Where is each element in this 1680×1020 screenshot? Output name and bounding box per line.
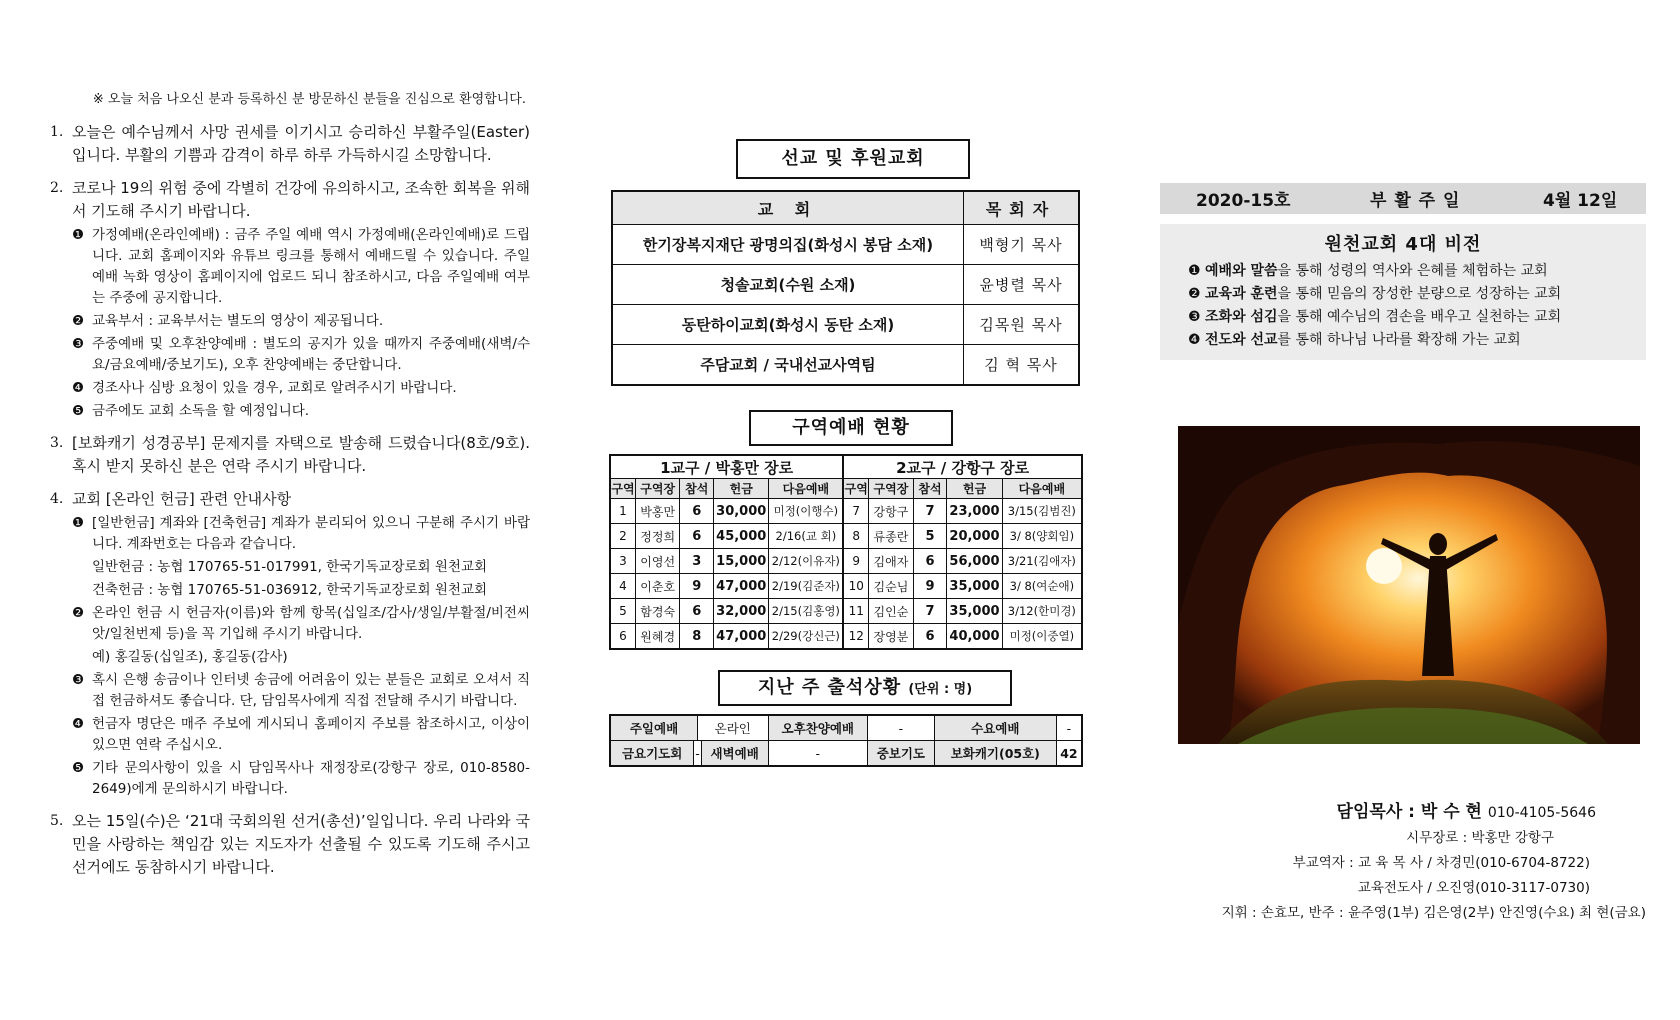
district-row: [610, 624, 1082, 650]
vision-box: [1160, 224, 1646, 360]
district-cell: 7: [913, 599, 947, 624]
district-cell: 김인순: [869, 599, 913, 624]
attend-label: 새벽예배: [701, 741, 768, 767]
subitem-text-block: [92, 758, 530, 800]
district-cell: 이춘호: [635, 574, 679, 599]
subitem-text: 가정예배(온라인예배) : 금주 주일 예배 역시 가정예배(온라인예배)로 드립니다. 교회 홈페이지와 유튜브 링크를 통해서 예배드릴 수 있습니다. 주일 예배 녹화 영상이 홈페이지에 업로드 되니 참조하시고, 다음 주일예배 여부는 주중에 공지합니다.: [92, 227, 530, 306]
district-cell: 6: [913, 549, 947, 574]
mission-row: [612, 265, 1079, 305]
district-cell: 47,000: [714, 574, 769, 599]
district-row: [610, 499, 1082, 524]
announcement-subitem: [72, 714, 530, 756]
district-cell: 원혜경: [635, 624, 679, 650]
mission-header-church: 교 회: [612, 191, 964, 225]
subitem-text-block: [92, 311, 530, 332]
district-column-header: 다음예배: [1002, 479, 1082, 499]
attend-value: -: [867, 715, 934, 741]
circled-number-icon: ❸: [72, 672, 85, 688]
attendance-table: [609, 714, 1083, 767]
mission-title: 선교 및 후원교회: [736, 139, 970, 179]
district-cell: 47,000: [714, 624, 769, 650]
attendance-unit: (단위 : 명): [908, 682, 973, 697]
vision-description: 를 통해 하나님 나라를 확장해 가는 교회: [1277, 332, 1521, 348]
subitem-text-block: [92, 714, 530, 756]
announcement-number: 5.: [50, 813, 64, 829]
circled-number-icon: ❺: [72, 760, 85, 776]
subitem-text: 교육부서 : 교육부서는 별도의 영상이 제공됩니다.: [92, 313, 384, 329]
circled-number-icon: ❹: [1188, 332, 1201, 348]
subitem-text: [일반헌금] 계좌와 [건축헌금] 계좌가 분리되어 있으니 구분해 주시기 바랍니다. 계좌번호는 다음과 같습니다.: [92, 515, 530, 552]
district-cell: 정정희: [635, 524, 679, 549]
district-cell: 미정(이행수): [769, 499, 843, 524]
district-cell: 5: [913, 524, 947, 549]
announcement-subitem: [72, 758, 530, 800]
district-cell: 류종란: [869, 524, 913, 549]
announcement-text: 오는 15일(수)은 ‘21대 국회의원 선거(총선)’일입니다. 우리 나라와 국민을 사랑하는 책임감 있는 지도자가 선출될 수 있도록 기도해 주시고 선거에도 동참하시기 바랍니다.: [72, 812, 530, 876]
vision-description: 을 통해 믿음의 장성한 분량으로 성장하는 교회: [1277, 286, 1562, 302]
announcement-number: 4.: [50, 491, 64, 507]
district-cell: 35,000: [947, 599, 1002, 624]
announcement-number: 2.: [50, 180, 64, 196]
district-cell: 12: [843, 624, 868, 650]
announcement-body: [72, 488, 530, 800]
district-cell: 2/12(이유자): [769, 549, 843, 574]
issue-number: 2020-15호: [1196, 191, 1291, 211]
district-cell: 6: [680, 499, 714, 524]
district-cell: 장영분: [869, 624, 913, 650]
attend-value: -: [1056, 715, 1082, 741]
mission-pastor: 윤병렬 목사: [964, 265, 1080, 305]
district-table: [609, 454, 1083, 650]
district-cell: 3: [680, 549, 714, 574]
subitem-text: 헌금자 명단은 매주 주보에 게시되니 홈페이지 주보를 참조하시고, 이상이 있으면 연락 주십시오.: [92, 716, 530, 753]
attend-label: 주일예배: [610, 715, 698, 741]
announcements-column: [50, 88, 530, 879]
district-cell: 11: [843, 599, 868, 624]
district-cell: 3/15(김범진): [1002, 499, 1082, 524]
vision-keyword: 예배와 말씀: [1205, 263, 1278, 279]
district-cell: 이영선: [635, 549, 679, 574]
vision-item: [1160, 283, 1646, 306]
circled-number-icon: ❹: [72, 716, 85, 732]
attendance-title-box: [718, 670, 1012, 706]
senior-pastor-phone: 010-4105-5646: [1487, 805, 1596, 821]
district-title: 구역예배 현황: [749, 410, 953, 446]
announcement-text: 코로나 19의 위험 중에 각별히 건강에 유의하시고, 조속한 회복을 위해서 기도해 주시기 바랍니다.: [72, 179, 531, 220]
vision-keyword: 교육과 훈련: [1205, 286, 1278, 302]
district-cell: 23,000: [947, 499, 1002, 524]
announcement-text: [보화캐기 성경공부] 문제지를 자택으로 발송해 드렸습니다(8호/9호). 혹시 받지 못하신 분은 연락 주시기 바랍니다.: [72, 434, 530, 475]
district-cell: 9: [843, 549, 868, 574]
district-cell: 10: [843, 574, 868, 599]
district-cell: 김애자: [869, 549, 913, 574]
attend-label: 오후찬양예배: [768, 715, 867, 741]
district-cell: 함경숙: [635, 599, 679, 624]
mission-church: 한기장복지재단 광명의집(화성시 봉담 소재): [612, 225, 964, 265]
attendance-title: 지난 주 출석상황: [757, 677, 902, 698]
announcement-body: [72, 432, 530, 478]
district-column-header: 헌금: [714, 479, 769, 499]
subitem-text-block: [92, 603, 530, 668]
attend-value: 온라인: [698, 715, 769, 741]
announcement-subitem: [72, 670, 530, 712]
account-line: 예) 홍길동(십일조), 홍길동(감사): [92, 649, 288, 665]
mission-row: [612, 225, 1079, 265]
mission-church: 청솔교회(수원 소재): [612, 265, 964, 305]
announcement-text: 오늘은 예수님께서 사망 권세를 이기시고 승리하신 부활주일(Easter)입니다. 부활의 기쁨과 감격이 하루 하루 가득하시길 소망합니다.: [72, 123, 530, 164]
district-column-header: 헌금: [947, 479, 1002, 499]
announcement-list: [50, 121, 530, 879]
announcement-subitem: [72, 603, 530, 668]
easter-cave-image: [1178, 426, 1640, 744]
district-cell: 3/21(김애자): [1002, 549, 1082, 574]
district-cell: 9: [680, 574, 714, 599]
subitem-text: 기타 문의사항이 있을 시 담임목사나 재정장로(강항구 장로, 010-8580-2649)에게 문의하시기 바랍니다.: [92, 760, 530, 797]
district-cell: 20,000: [947, 524, 1002, 549]
district-cell: 3/ 8(여순애): [1002, 574, 1082, 599]
district-cell: 6: [680, 524, 714, 549]
vision-title: 원천교회 4대 비전: [1324, 234, 1482, 255]
announcement-item: [50, 810, 530, 879]
circled-number-icon: ❶: [72, 227, 85, 243]
subitem-text-block: [92, 225, 530, 309]
mission-church: 동탄하이교회(화성시 동탄 소재): [612, 305, 964, 345]
evangelist-line: 교육전도사 / 오진영(010-3117-0730): [1357, 880, 1590, 896]
sunday-name: 부 활 주 일: [1370, 191, 1461, 211]
district-cell: 박홍만: [635, 499, 679, 524]
district-cell: 3/12(한미경): [1002, 599, 1082, 624]
circled-number-icon: ❺: [72, 403, 85, 419]
district-cell: 45,000: [714, 524, 769, 549]
announcement-number: 1.: [50, 124, 64, 140]
vision-item: [1160, 260, 1646, 283]
announcement-subitem: [72, 513, 530, 601]
district-cell: 김순님: [869, 574, 913, 599]
district-group-2: 2교구 / 강항구 장로: [843, 455, 1082, 479]
district-cell: 56,000: [947, 549, 1002, 574]
district-group-1: 1교구 / 박홍만 장로: [610, 455, 843, 479]
district-cell: 40,000: [947, 624, 1002, 650]
staff-info: [1160, 800, 1646, 926]
vision-keyword: 전도와 선교: [1205, 332, 1278, 348]
district-row: [610, 524, 1082, 549]
announcement-body: [72, 121, 530, 167]
circled-number-icon: ❶: [72, 515, 85, 531]
district-row: [610, 549, 1082, 574]
vision-item: [1160, 329, 1646, 352]
subitem-text: 경조사나 심방 요청이 있을 경우, 교회로 알려주시기 바랍니다.: [92, 380, 457, 396]
attend-label: 금요기도회: [610, 741, 694, 767]
announcement-item: [50, 177, 530, 422]
announcement-body: [72, 810, 530, 879]
welcome-note: ※ 오늘 처음 나오신 분과 등록하신 분 방문하신 분들을 진심으로 환영합니다.: [92, 92, 526, 107]
district-cell: 강항구: [869, 499, 913, 524]
district-cell: 30,000: [714, 499, 769, 524]
bulletin-header-bar: [1160, 183, 1646, 214]
circled-number-icon: ❷: [72, 605, 85, 621]
senior-pastor-line: [1160, 800, 1646, 826]
circled-number-icon: ❸: [72, 336, 85, 352]
district-cell: 8: [680, 624, 714, 650]
vision-description: 을 통해 성령의 역사와 은혜를 체험하는 교회: [1277, 263, 1548, 279]
announcement-body: [72, 177, 530, 422]
circled-number-icon: ❷: [72, 313, 85, 329]
mission-row: [612, 345, 1079, 386]
district-row: [610, 574, 1082, 599]
mission-pastor: 김 혁 목사: [964, 345, 1080, 386]
attend-label: 보화캐기(05호): [934, 741, 1056, 767]
circled-number-icon: ❷: [1188, 286, 1201, 302]
subitem-text-block: [92, 670, 530, 712]
district-cell: 5: [610, 599, 635, 624]
subitem-text-block: [92, 513, 530, 601]
district-cell: 2/19(김준자): [769, 574, 843, 599]
announcement-subitem: [72, 311, 530, 332]
district-cell: 8: [843, 524, 868, 549]
music-staff-line: 지휘 : 손효모, 반주 : 윤주영(1부) 김은영(2부) 안진영(수요) 최 현(금요): [1221, 905, 1646, 921]
district-column-header: 참석: [913, 479, 947, 499]
district-cell: 2/16(교 회): [769, 524, 843, 549]
district-cell: 15,000: [714, 549, 769, 574]
attend-label: 수요예배: [934, 715, 1056, 741]
subitem-text: 금주에도 교회 소독을 할 예정입니다.: [92, 403, 310, 419]
vision-item: [1160, 306, 1646, 329]
vision-keyword: 조화와 섬김: [1205, 309, 1278, 325]
announcement-subitem: [72, 378, 530, 399]
district-column-header: 다음예배: [769, 479, 843, 499]
mission-header-pastor: 목회자: [964, 191, 1080, 225]
district-cell: 7: [913, 499, 947, 524]
mission-church: 주담교회 / 국내선교사역팀: [612, 345, 964, 386]
account-line: 일반헌금 : 농협 170765-51-017991, 한국기독교장로회 원천교회: [92, 559, 488, 575]
district-column-header: 구역: [610, 479, 635, 499]
attend-label: 중보기도: [867, 741, 934, 767]
attend-value: -: [694, 741, 701, 767]
subitem-text: 온라인 헌금 시 헌금자(이름)와 함께 항목(십일조/감사/생일/부활절/비전씨앗/일천번제 등)을 꼭 기입해 주시기 바랍니다.: [92, 605, 530, 642]
subitem-text-block: [92, 334, 530, 376]
district-cell: 32,000: [714, 599, 769, 624]
mission-table: [611, 190, 1080, 386]
district-cell: 6: [610, 624, 635, 650]
announcement-subitem: [72, 225, 530, 309]
district-column-header: 구역: [843, 479, 868, 499]
vision-description: 을 통해 예수님의 겸손을 배우고 실천하는 교회: [1277, 309, 1562, 325]
district-cell: 35,000: [947, 574, 1002, 599]
mission-pastor: 백형기 목사: [964, 225, 1080, 265]
circled-number-icon: ❸: [1188, 309, 1201, 325]
district-cell: 7: [843, 499, 868, 524]
announcement-number: 3.: [50, 435, 64, 451]
district-cell: 3: [610, 549, 635, 574]
district-row: [610, 599, 1082, 624]
attend-value: -: [768, 741, 867, 767]
senior-pastor: 담임목사 : 박 수 현: [1336, 802, 1482, 822]
district-cell: 9: [913, 574, 947, 599]
announcement-subitem: [72, 334, 530, 376]
district-cell: 4: [610, 574, 635, 599]
announcement-item: [50, 488, 530, 800]
district-column-header: 참석: [680, 479, 714, 499]
district-cell: 미정(이중열): [1002, 624, 1082, 650]
district-cell: 2/15(김홍영): [769, 599, 843, 624]
subitem-text: 혹시 은행 송금이나 인터넷 송금에 어려움이 있는 분들은 교회로 오셔서 직접 헌금하셔도 좋습니다. 단, 담임목사에게 직접 전달해 주시기 바랍니다.: [92, 672, 530, 709]
attend-value: 42: [1056, 741, 1082, 767]
bulletin-date: 4월 12일: [1543, 191, 1618, 211]
subitem-text-block: [92, 401, 530, 422]
circled-number-icon: ❶: [1188, 263, 1201, 279]
circled-number-icon: ❹: [72, 380, 85, 396]
mission-pastor: 김목원 목사: [964, 305, 1080, 345]
district-cell: 2/29(강신근): [769, 624, 843, 650]
announcement-item: [50, 121, 530, 167]
subitem-text: 주중예배 및 오후찬양예배 : 별도의 공지가 있을 때까지 주중예배(새벽/수요/금요예배/중보기도), 오후 찬양예배는 중단합니다.: [92, 336, 530, 373]
associate-pastor-line: 부교역자 : 교 육 목 사 / 차경민(010-6704-8722): [1292, 855, 1590, 871]
subitem-text-block: [92, 378, 530, 399]
district-cell: 6: [913, 624, 947, 650]
announcement-item: [50, 432, 530, 478]
elders-line: 시무장로 : 박홍만 강항구: [1406, 830, 1554, 846]
district-column-header: 구역장: [869, 479, 913, 499]
mission-row: [612, 305, 1079, 345]
account-line: 건축헌금 : 농협 170765-51-036912, 한국기독교장로회 원천교회: [92, 582, 488, 598]
district-cell: 1: [610, 499, 635, 524]
district-cell: 2: [610, 524, 635, 549]
district-cell: 6: [680, 599, 714, 624]
cave-sunrise-illustration: [1178, 426, 1640, 744]
district-cell: 3/ 8(양회임): [1002, 524, 1082, 549]
district-column-header: 구역장: [635, 479, 679, 499]
announcement-text: 교회 [온라인 헌금] 관련 안내사항: [72, 490, 292, 508]
announcement-subitem: [72, 401, 530, 422]
